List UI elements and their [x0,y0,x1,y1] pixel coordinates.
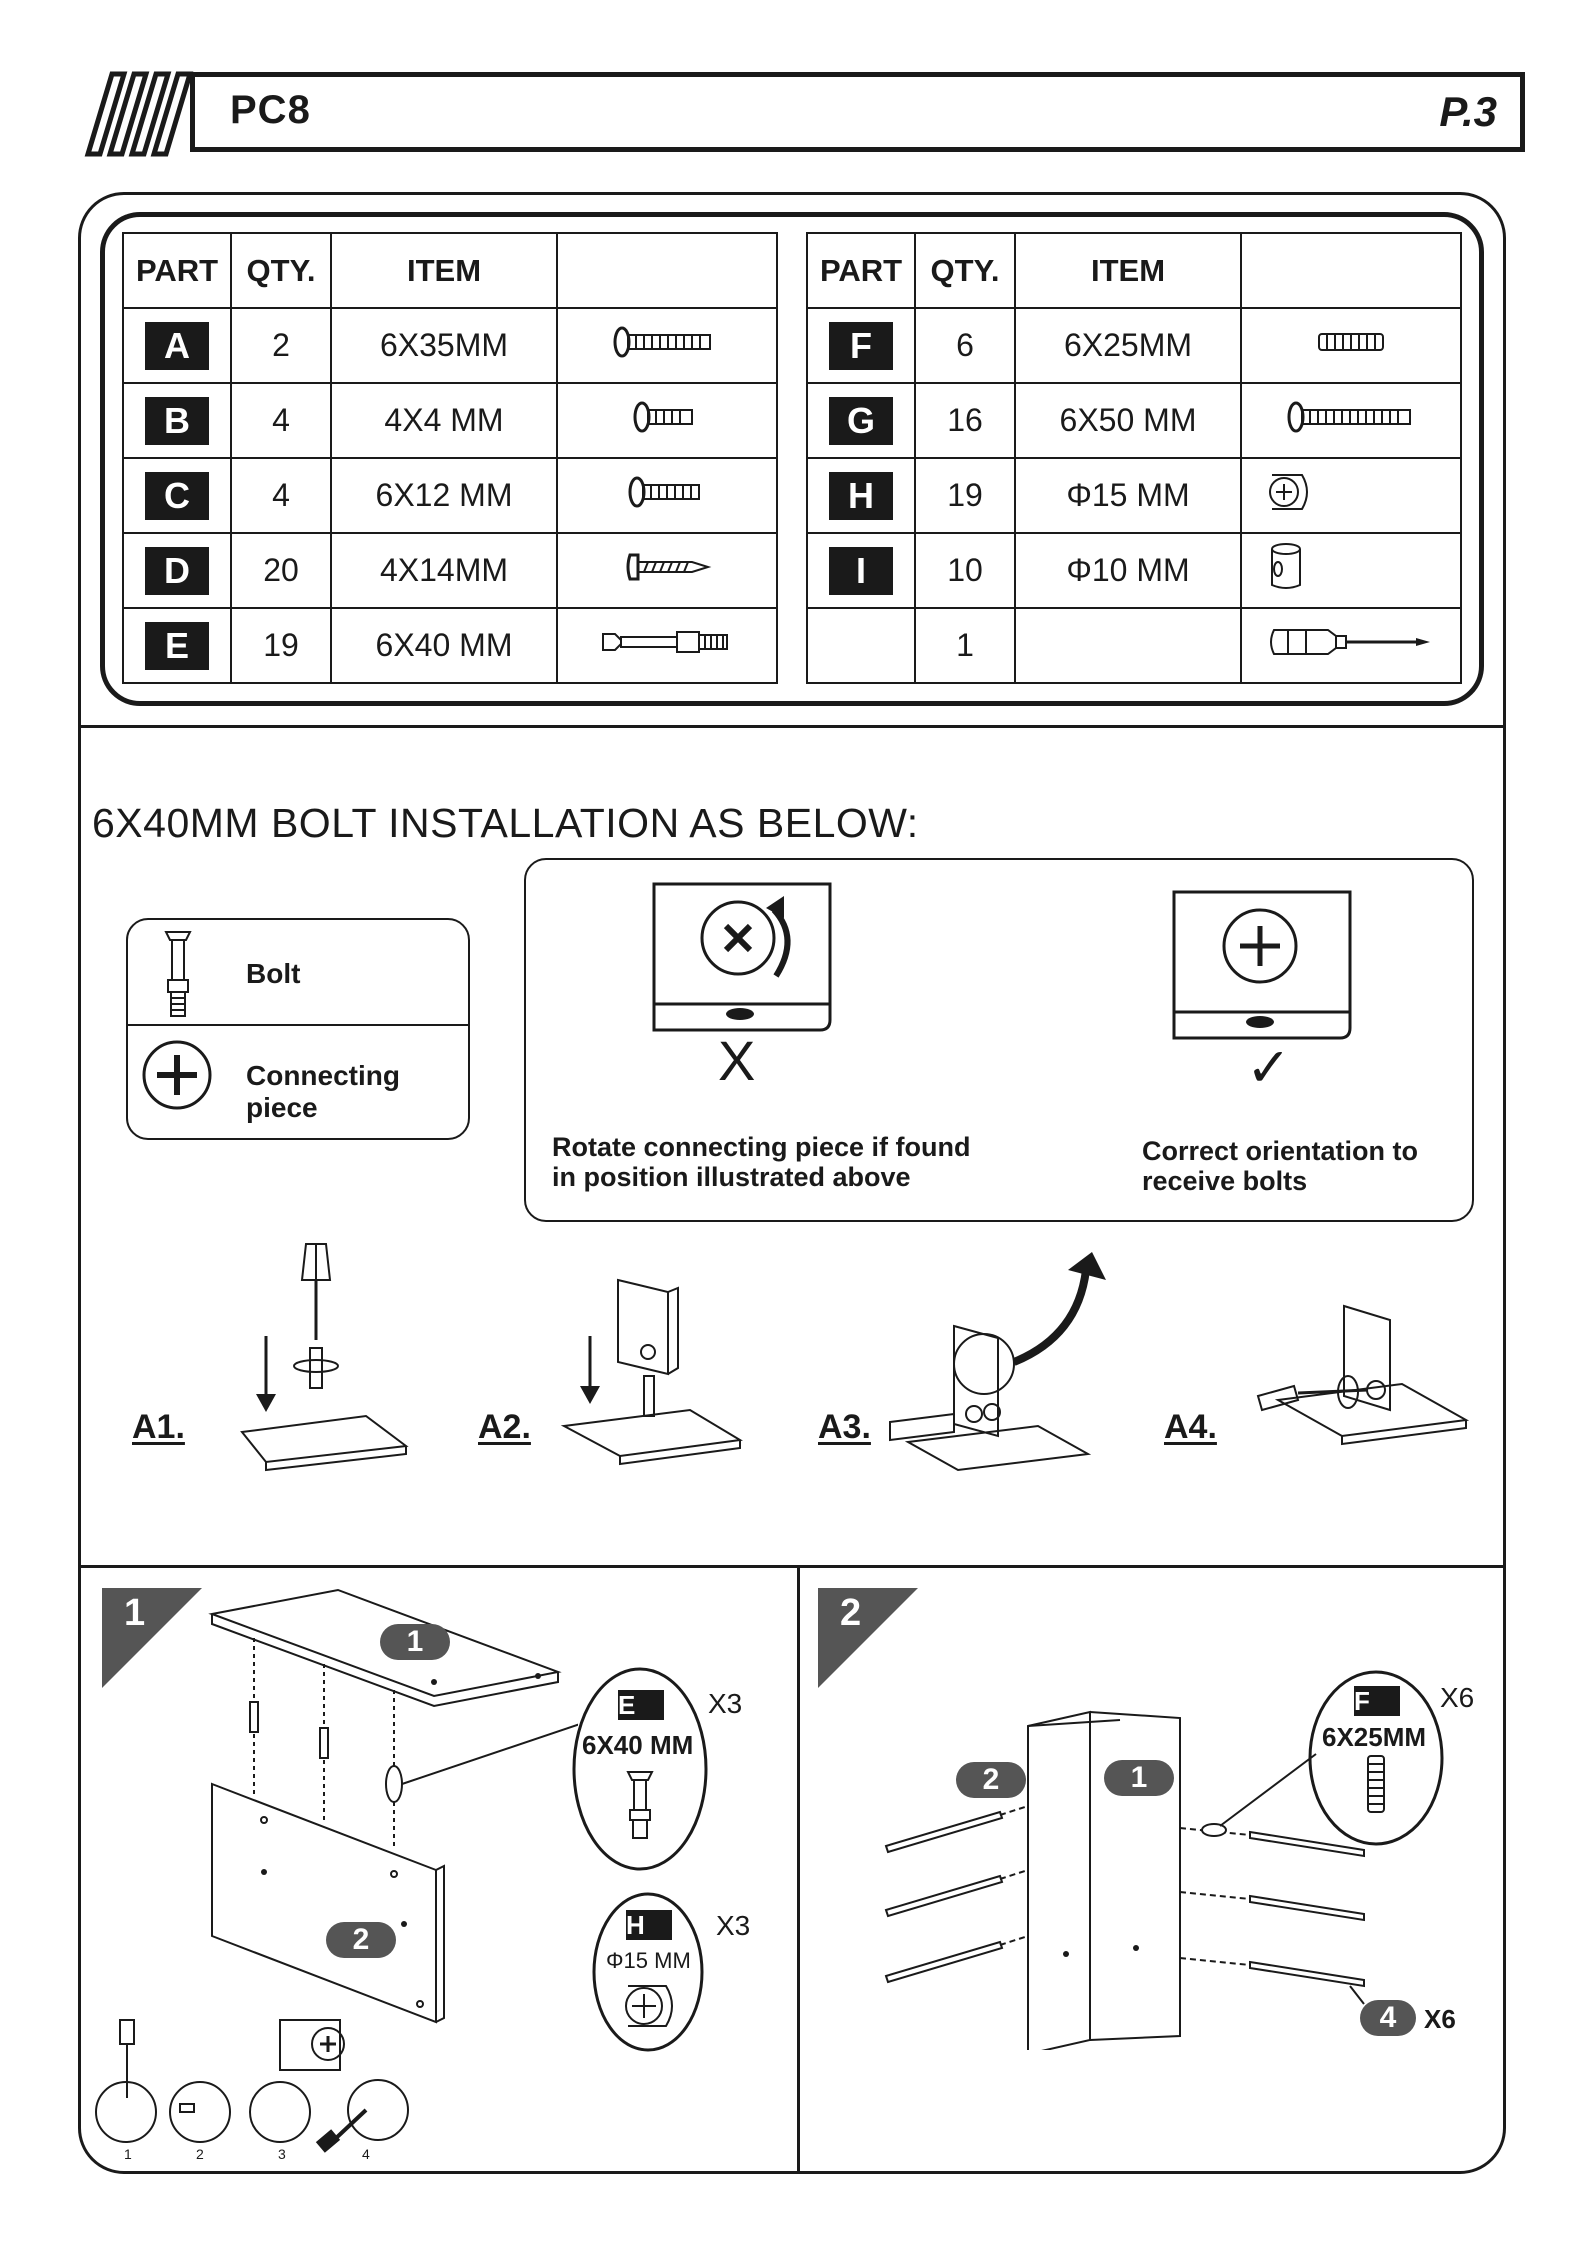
screw-icon [627,472,707,512]
divider [128,1024,468,1026]
parts-table-right [806,232,1462,684]
step-a1-diagram [236,1236,416,1476]
column-header: ITEM [1015,233,1241,308]
part-item: Φ10 MM [1015,533,1241,608]
step-1-substeps-diagram [92,2018,412,2158]
substep-1: 1 [124,2146,132,2162]
column-header: PART [123,233,231,308]
part-qty: 2 [231,308,331,383]
wrong-caption-line1: Rotate connecting piece if found [552,1132,971,1162]
step-1-marker [96,1582,208,1694]
part-label: H [829,472,893,520]
part-qty: 16 [915,383,1015,458]
orientation-box [524,858,1474,1222]
dowel-icon [1311,322,1391,362]
part-qty: 19 [915,458,1015,533]
part-qty: 20 [231,533,331,608]
page-header [70,70,1525,158]
part-item: 6X40 MM [331,608,557,683]
cam-lock-icon [1262,467,1322,517]
table-row [123,458,777,533]
step-a3-diagram [888,1246,1138,1476]
divider [797,1565,800,2171]
callout-f-size: 6X25MM [1322,1722,1427,1752]
callout-f-label: F [1354,1686,1400,1716]
part-item: 6X50 MM [1015,383,1241,458]
screw-icon [1286,397,1416,437]
divider [81,725,1503,728]
part-qty: 19 [231,608,331,683]
part-label: A [145,322,209,370]
callout-h-label: H [626,1910,672,1940]
part-label: I [829,547,893,595]
table-row [123,608,777,683]
table-row [807,608,1461,683]
part-item: 6X35MM [331,308,557,383]
callout-h-size: Φ15 MM [606,1948,691,1973]
table-row [807,308,1461,383]
table-row [807,458,1461,533]
header-box [190,72,1525,152]
part-qty: 10 [915,533,1015,608]
cam-bolt-icon [597,622,737,662]
table-row [123,383,777,458]
correct-caption-line1: Correct orientation to [1142,1136,1419,1166]
screw-icon [612,322,722,362]
legend-connector-label: Connecting piece [246,1060,400,1123]
table-row [807,383,1461,458]
part-qty: 6 [915,308,1015,383]
wrong-mark: X [718,1029,756,1092]
page-number: P.3 [1439,88,1497,135]
column-header [1241,233,1461,308]
part-label: E [145,622,209,670]
substep-3: 3 [278,2146,286,2162]
part-label: B [145,397,209,445]
column-header: QTY. [915,233,1015,308]
barrel-nut-icon [1262,539,1312,595]
column-header: QTY. [231,233,331,308]
legend-box [126,918,470,1140]
panel-1-badge: 1 [380,1624,450,1660]
divider [81,1565,1503,1568]
step-2-number: 2 [840,1592,862,1634]
substep-4: 4 [362,2146,370,2162]
panel-4-badge: 4 [1360,2000,1416,2036]
column-header: ITEM [331,233,557,308]
parts-table-left [122,232,778,684]
panel-2-badge: 2 [956,1762,1026,1798]
callout-f-qty: X6 [1440,1682,1475,1713]
callout-e-qty: X3 [708,1688,743,1719]
part-qty: 4 [231,458,331,533]
connector-icon [140,1038,214,1112]
part-item: 4X4 MM [331,383,557,458]
wrong-caption-line2: in position illustrated above [552,1162,911,1192]
part-label: F [829,322,893,370]
table-row [807,533,1461,608]
screwdriver-icon [1266,622,1436,662]
panel-4-qty: X6 [1424,2004,1456,2034]
step-a4-diagram [1252,1300,1472,1450]
screw-icon [632,397,702,437]
step-label-a3: A3. [818,1408,871,1446]
part-item: 4X14MM [331,533,557,608]
callout-e-size: 6X40 MM [582,1730,694,1760]
panel-2-badge: 2 [326,1922,396,1958]
column-header [557,233,777,308]
panel-1-badge: 1 [1104,1760,1174,1796]
part-item: Φ15 MM [1015,458,1241,533]
correct-mark: ✓ [1246,1038,1292,1098]
callout-h-qty: X3 [716,1910,751,1941]
part-label [807,608,915,683]
part-label: D [145,547,209,595]
step-a2-diagram [560,1270,750,1480]
part-item [1015,608,1241,683]
callout-e-label: E [618,1690,664,1720]
legend-bolt-label: Bolt [246,958,301,989]
part-item: 6X12 MM [331,458,557,533]
wood-screw-icon [622,547,712,587]
step-label-a2: A2. [478,1408,531,1446]
step-1-number: 1 [124,1592,146,1634]
substep-2: 2 [196,2146,204,2162]
part-qty: 4 [231,383,331,458]
model-name: PC8 [230,88,311,132]
part-item: 6X25MM [1015,308,1241,383]
header-stripes-icon [70,70,210,158]
step-label-a1: A1. [132,1408,185,1446]
part-label: G [829,397,893,445]
step-label-a4: A4. [1164,1408,1217,1446]
part-qty: 1 [915,608,1015,683]
step-2-marker [812,1582,924,1694]
table-row [123,533,777,608]
part-label: C [145,472,209,520]
section-heading: 6X40MM BOLT INSTALLATION AS BELOW: [92,800,919,846]
column-header: PART [807,233,915,308]
correct-caption-line2: receive bolts [1142,1166,1308,1196]
step-2-diagram [880,1700,1380,2050]
table-row [123,308,777,383]
bolt-icon [158,928,198,1020]
